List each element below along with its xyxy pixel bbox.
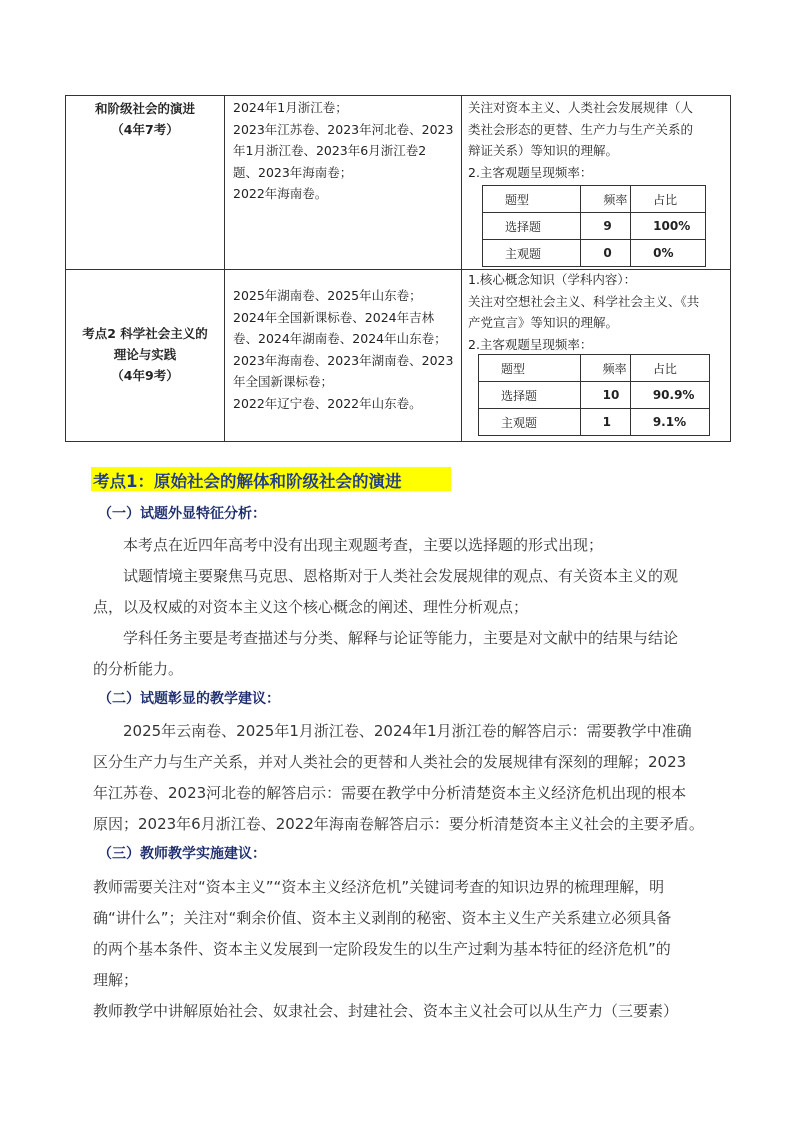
header-cell: 占比 [630, 355, 709, 382]
freq-cell: 10 [580, 382, 630, 409]
text-line: 学科任务主要是考查描述与分类、解释与论证等能力，主要是对文献中的结果与结论 [123, 629, 679, 647]
table-row [483, 240, 706, 267]
exam-line: 2023年海南卷、2023年湖南卷、2023 [233, 352, 454, 368]
exam-line: 2025年湖南卷、2025年山东卷； [233, 288, 422, 303]
table-row [479, 355, 710, 382]
header-cell: 题型 [479, 355, 581, 382]
subsection-title: （二）试题彰显的教学建议： [98, 691, 280, 707]
header-cell: 频率 [581, 186, 631, 213]
text-line: 教师教学中讲解原始社会、奴隶社会、封建社会、资本主义社会可以从生产力（三要素） [93, 1002, 679, 1020]
exam-line: 2022年辽宁卷、2022年山东卷。 [233, 395, 422, 411]
type-cell: 主观题 [479, 409, 581, 436]
text-line: 理解； [93, 971, 139, 989]
text-line: 教师需要关注对“资本主义”“资本主义经济危机”关键词考查的知识边界的梳理理解，明 [93, 878, 665, 896]
frequency-table [482, 185, 706, 267]
exam-line: 年全国新课标卷； [233, 374, 334, 389]
ratio-cell: 9.1% [630, 409, 709, 436]
text-line: 本考点在近四年高考中没有出现主观题考查，主要以选择题的形式出现； [123, 536, 604, 554]
type-cell: 选择题 [479, 382, 581, 409]
table-row [66, 96, 730, 270]
topic-cell [66, 269, 225, 441]
topic-count: （4年9考） [111, 368, 179, 383]
table-row [483, 213, 706, 240]
table-row [483, 186, 706, 213]
ratio-cell: 100% [631, 213, 706, 240]
analysis-line: 辩证关系）等知识的理解。 [468, 143, 619, 158]
text-line: 的分析能力。 [93, 660, 184, 678]
table-row [66, 269, 730, 441]
exam-analysis-table [65, 95, 731, 442]
analysis-line: 2.主客观题呈现频率： [468, 164, 593, 180]
topic-title: 和阶级社会的演进 [94, 101, 195, 116]
header-cell: 频率 [580, 355, 630, 382]
text-line: 的两个基本条件、资本主义发展到一定阶段发生的以生产过剩为基本特征的经济危机”的 [93, 940, 671, 958]
subsection-title: （一）试题外显特征分析： [98, 506, 266, 522]
exam-list-cell [225, 96, 462, 269]
topic-title: 理论与实践 [113, 347, 177, 362]
freq-cell: 0 [581, 240, 631, 267]
analysis-cell [462, 269, 730, 441]
text-line: 原因；2023年6月浙江卷、2022年海南卷解答启示：要分析清楚资本主义社会的主要矛盾。 [93, 815, 704, 833]
exam-line: 2022年海南卷。 [233, 186, 328, 201]
freq-cell: 1 [580, 409, 630, 436]
exam-line: 卷、2024年湖南卷、2024年山东卷； [233, 331, 447, 346]
exam-line: 2024年全国新课标卷、2024年吉林 [233, 309, 435, 325]
subsection-title: （三）教师教学实施建议： [98, 846, 266, 862]
analysis-line: 类社会形态的更替、生产力与生产关系的 [468, 121, 694, 137]
type-cell: 主观题 [483, 240, 581, 267]
paragraph [93, 530, 733, 685]
ratio-cell: 0% [631, 240, 706, 267]
freq-cell: 9 [581, 213, 631, 240]
paragraph [93, 872, 733, 1027]
topic-title: 考点2 科学社会主义的 [82, 326, 208, 341]
ratio-cell: 90.9% [630, 382, 709, 409]
table-row [479, 409, 710, 436]
exam-line: 题、2023年海南卷； [233, 164, 353, 180]
analysis-line: 1.核心概念知识（学科内容）： [468, 272, 637, 287]
text-line: 点，以及权威的对资本主义这个核心概念的阐述、理性分析观点； [93, 598, 529, 616]
text-line: 2025年云南卷、2025年1月浙江卷、2024年1月浙江卷的解答启示：需要教学中准确 [123, 722, 692, 740]
topic-count: （4年7考） [111, 122, 179, 137]
header-cell: 占比 [631, 186, 706, 213]
text-line: 确“讲什么”；关注对“剩余价值、资本主义剥削的秘密、资本主义生产关系建立必须具备 [93, 909, 672, 927]
topic-cell [66, 96, 225, 269]
exam-line: 2024年1月浙江卷； [233, 100, 348, 115]
table-row [479, 382, 710, 409]
exam-list-cell [225, 269, 462, 441]
type-cell: 选择题 [483, 213, 581, 240]
exam-line: 2023年江苏卷、2023年河北卷、2023 [233, 121, 454, 137]
analysis-line: 产党宣言》等知识的理解。 [468, 315, 619, 330]
section-heading: 考点1：原始社会的解体和阶级社会的演进 [93, 472, 402, 491]
analysis-line: 2.主客观题呈现频率： [468, 336, 593, 352]
text-line: 年江苏卷、2023河北卷的解答启示：需要在教学中分析清楚资本主义经济危机出现的根本 [93, 784, 687, 802]
exam-line: 年1月浙江卷、2023年6月浙江卷2 [233, 143, 427, 158]
text-line: 试题情境主要聚焦马克思、恩格斯对于人类社会发展规律的观点、有关资本主义的观 [123, 567, 679, 585]
header-cell: 题型 [483, 186, 581, 213]
analysis-line: 关注对空想社会主义、科学社会主义、《共 [468, 293, 700, 309]
paragraph [93, 716, 733, 840]
frequency-table [478, 354, 710, 436]
analysis-cell [462, 96, 730, 269]
analysis-line: 关注对资本主义、人类社会发展规律（人 [468, 100, 694, 115]
text-line: 区分生产力与生产关系，并对人类社会的更替和人类社会的发展规律有深刻的理解；2023 [93, 753, 687, 771]
